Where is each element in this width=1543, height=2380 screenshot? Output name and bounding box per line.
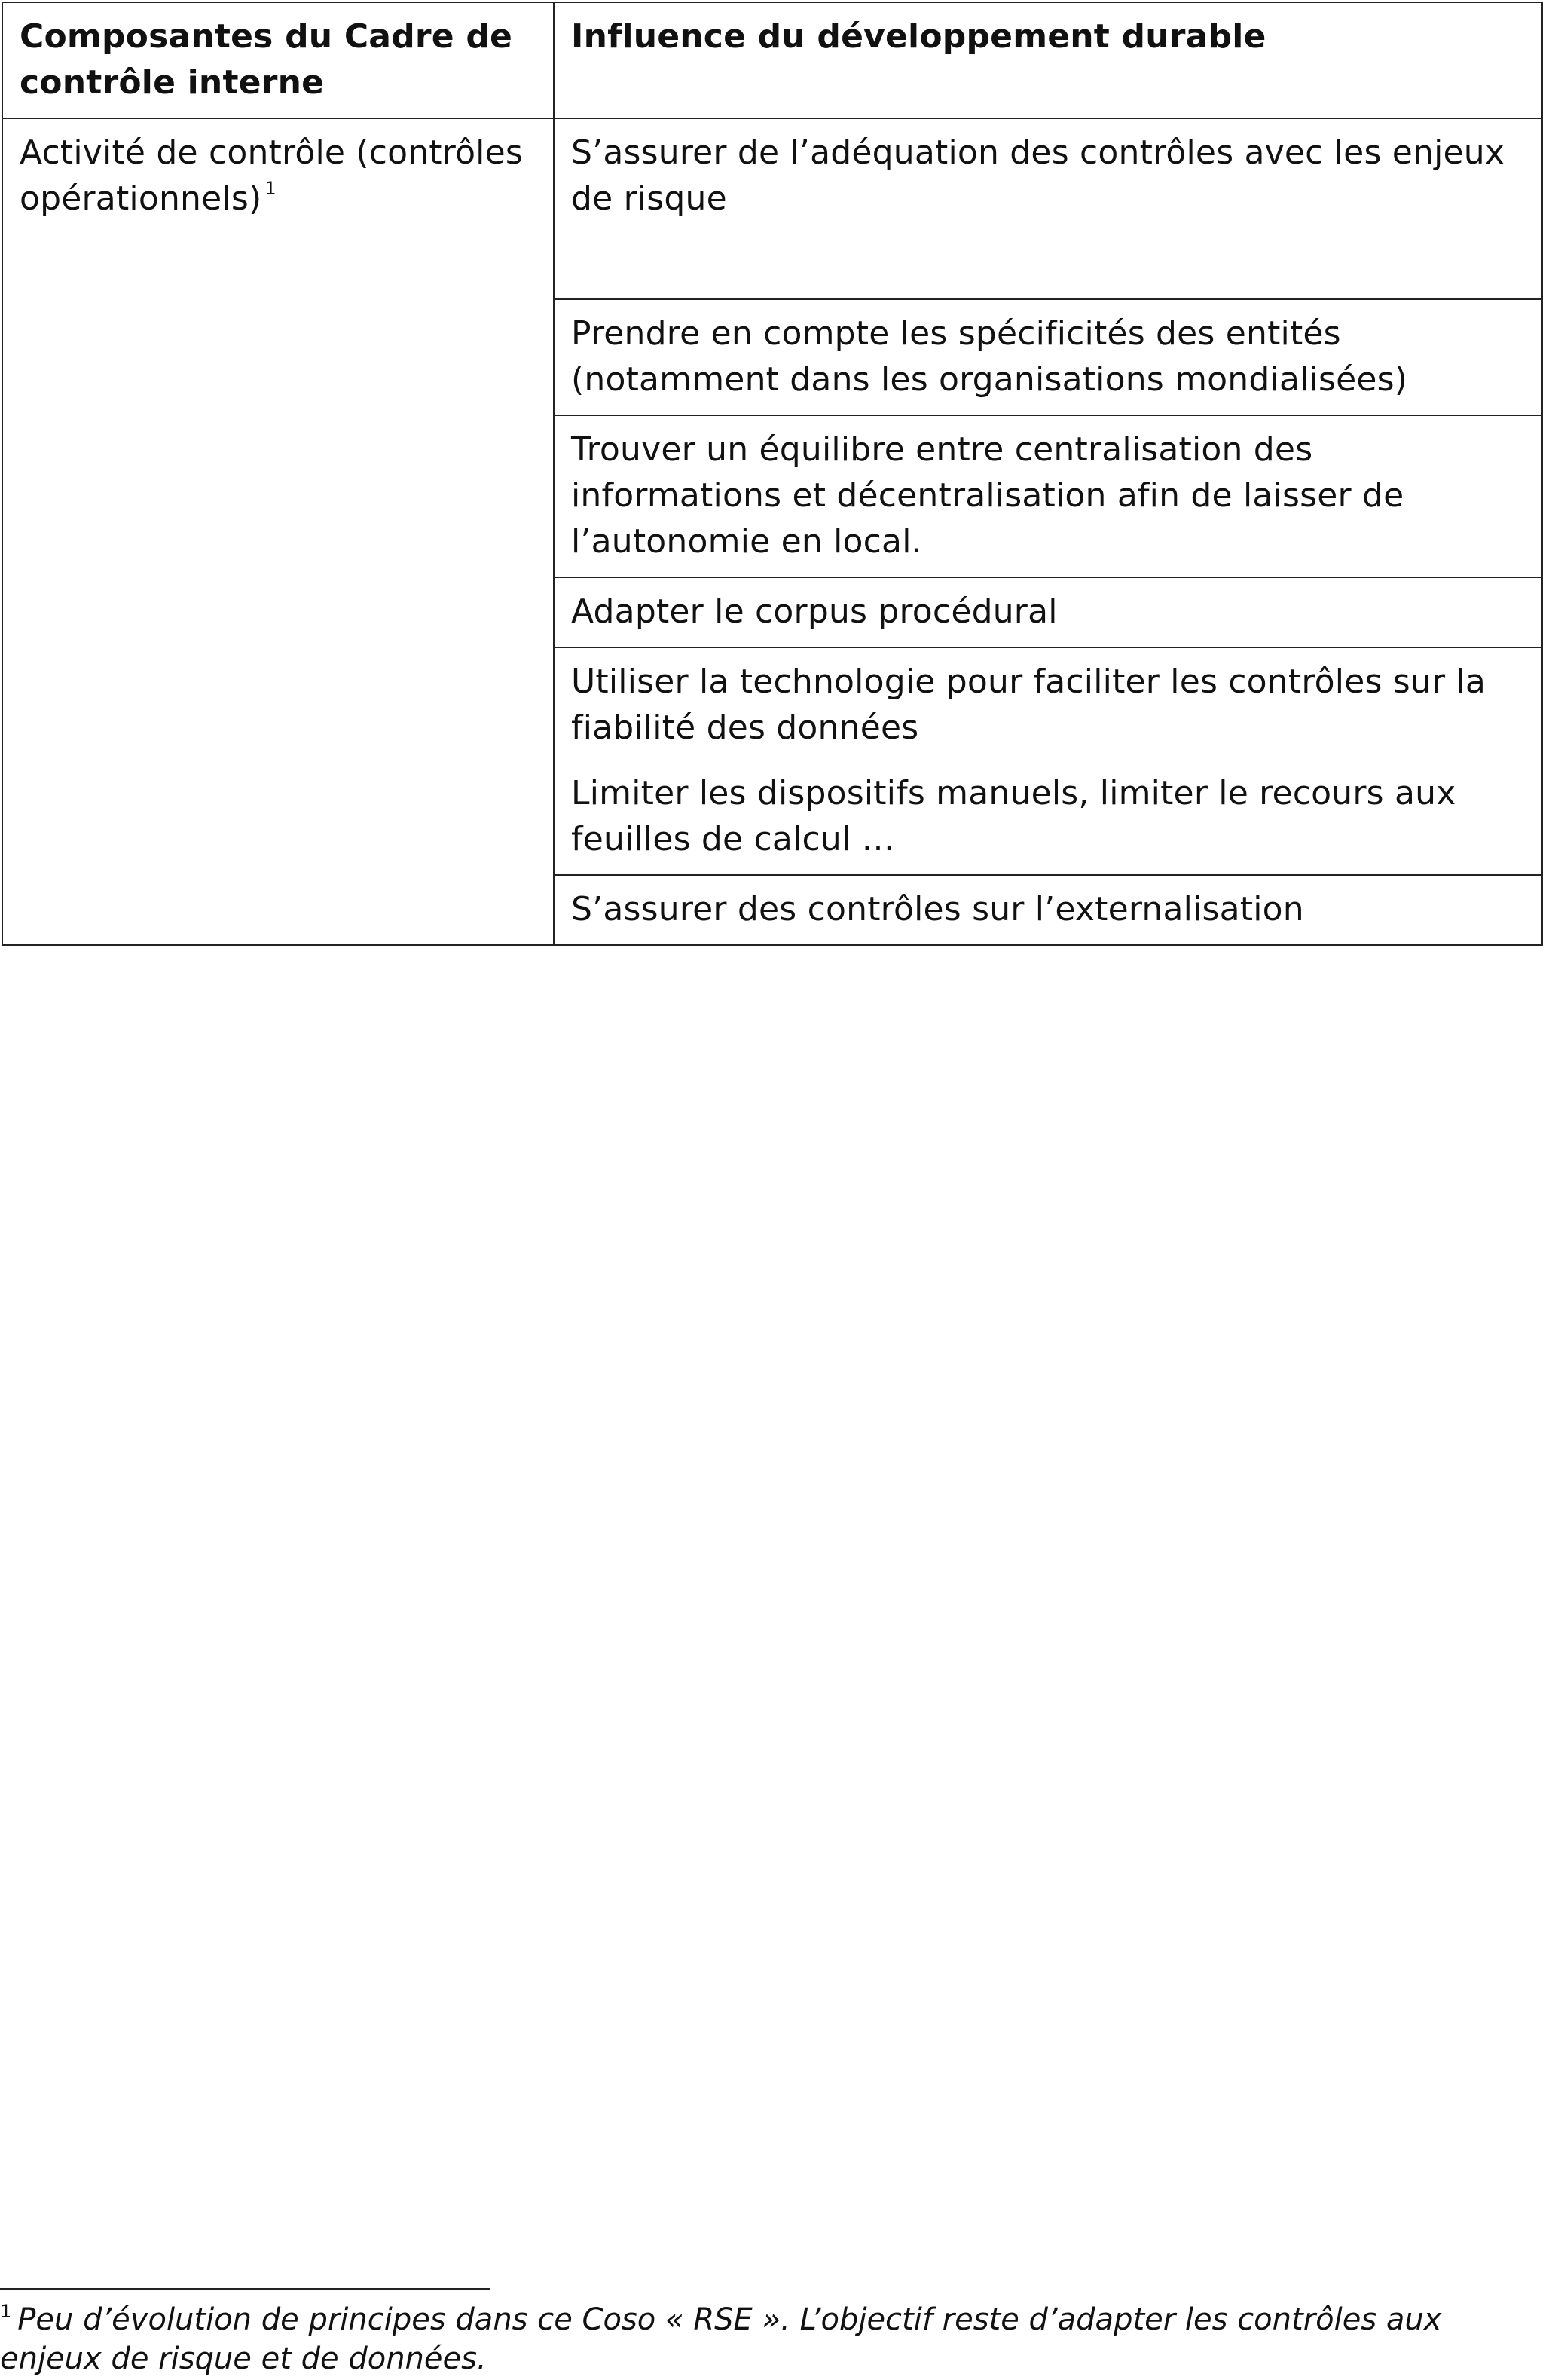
influence-cell	[554, 577, 1542, 647]
table-header-row	[2, 2, 1542, 118]
influence-text: S’assurer des contrôles sur l’externalisation	[571, 890, 1304, 928]
component-label: Activité de contrôle (contrôles opérationnels)	[20, 133, 524, 218]
header-influence: Influence du développement durable	[554, 2, 1542, 118]
footnote-text: Peu d’évolution de principes dans ce Coso « RSE ». L’objectif reste d’adapter les contrôles aux enjeux de risque et de données.	[0, 2302, 1442, 2376]
influence-cell	[554, 415, 1542, 577]
influence-text: S’assurer de l’adéquation des contrôles avec les enjeux de risque	[571, 133, 1505, 218]
control-framework-table	[2, 2, 1543, 946]
footnote-reference: 1	[264, 178, 277, 199]
influence-text: Utiliser la technologie pour faciliter les contrôles sur la fiabilité des données	[571, 662, 1486, 747]
component-cell	[2, 118, 554, 945]
header-components: Composantes du Cadre de contrôle interne	[2, 2, 554, 118]
footnote	[0, 2300, 1537, 2378]
influence-cell	[554, 875, 1542, 945]
influence-text: Prendre en compte les spécificités des entités (notamment dans les organisations mondialisées)	[571, 314, 1408, 399]
influence-cell	[554, 118, 1542, 299]
footnote-mark: 1	[0, 2301, 12, 2322]
influence-text: Adapter le corpus procédural	[571, 592, 1058, 631]
influence-cell	[554, 299, 1542, 415]
footnote-separator	[0, 2288, 490, 2290]
influence-cell	[554, 647, 1542, 875]
influence-text: Trouver un équilibre entre centralisation des informations et décentralisation afin de laisser de l’autonomie en local.	[571, 430, 1404, 561]
table-row	[2, 118, 1542, 299]
influence-text: Limiter les dispositifs manuels, limiter le recours aux feuilles de calcul …	[571, 774, 1456, 858]
